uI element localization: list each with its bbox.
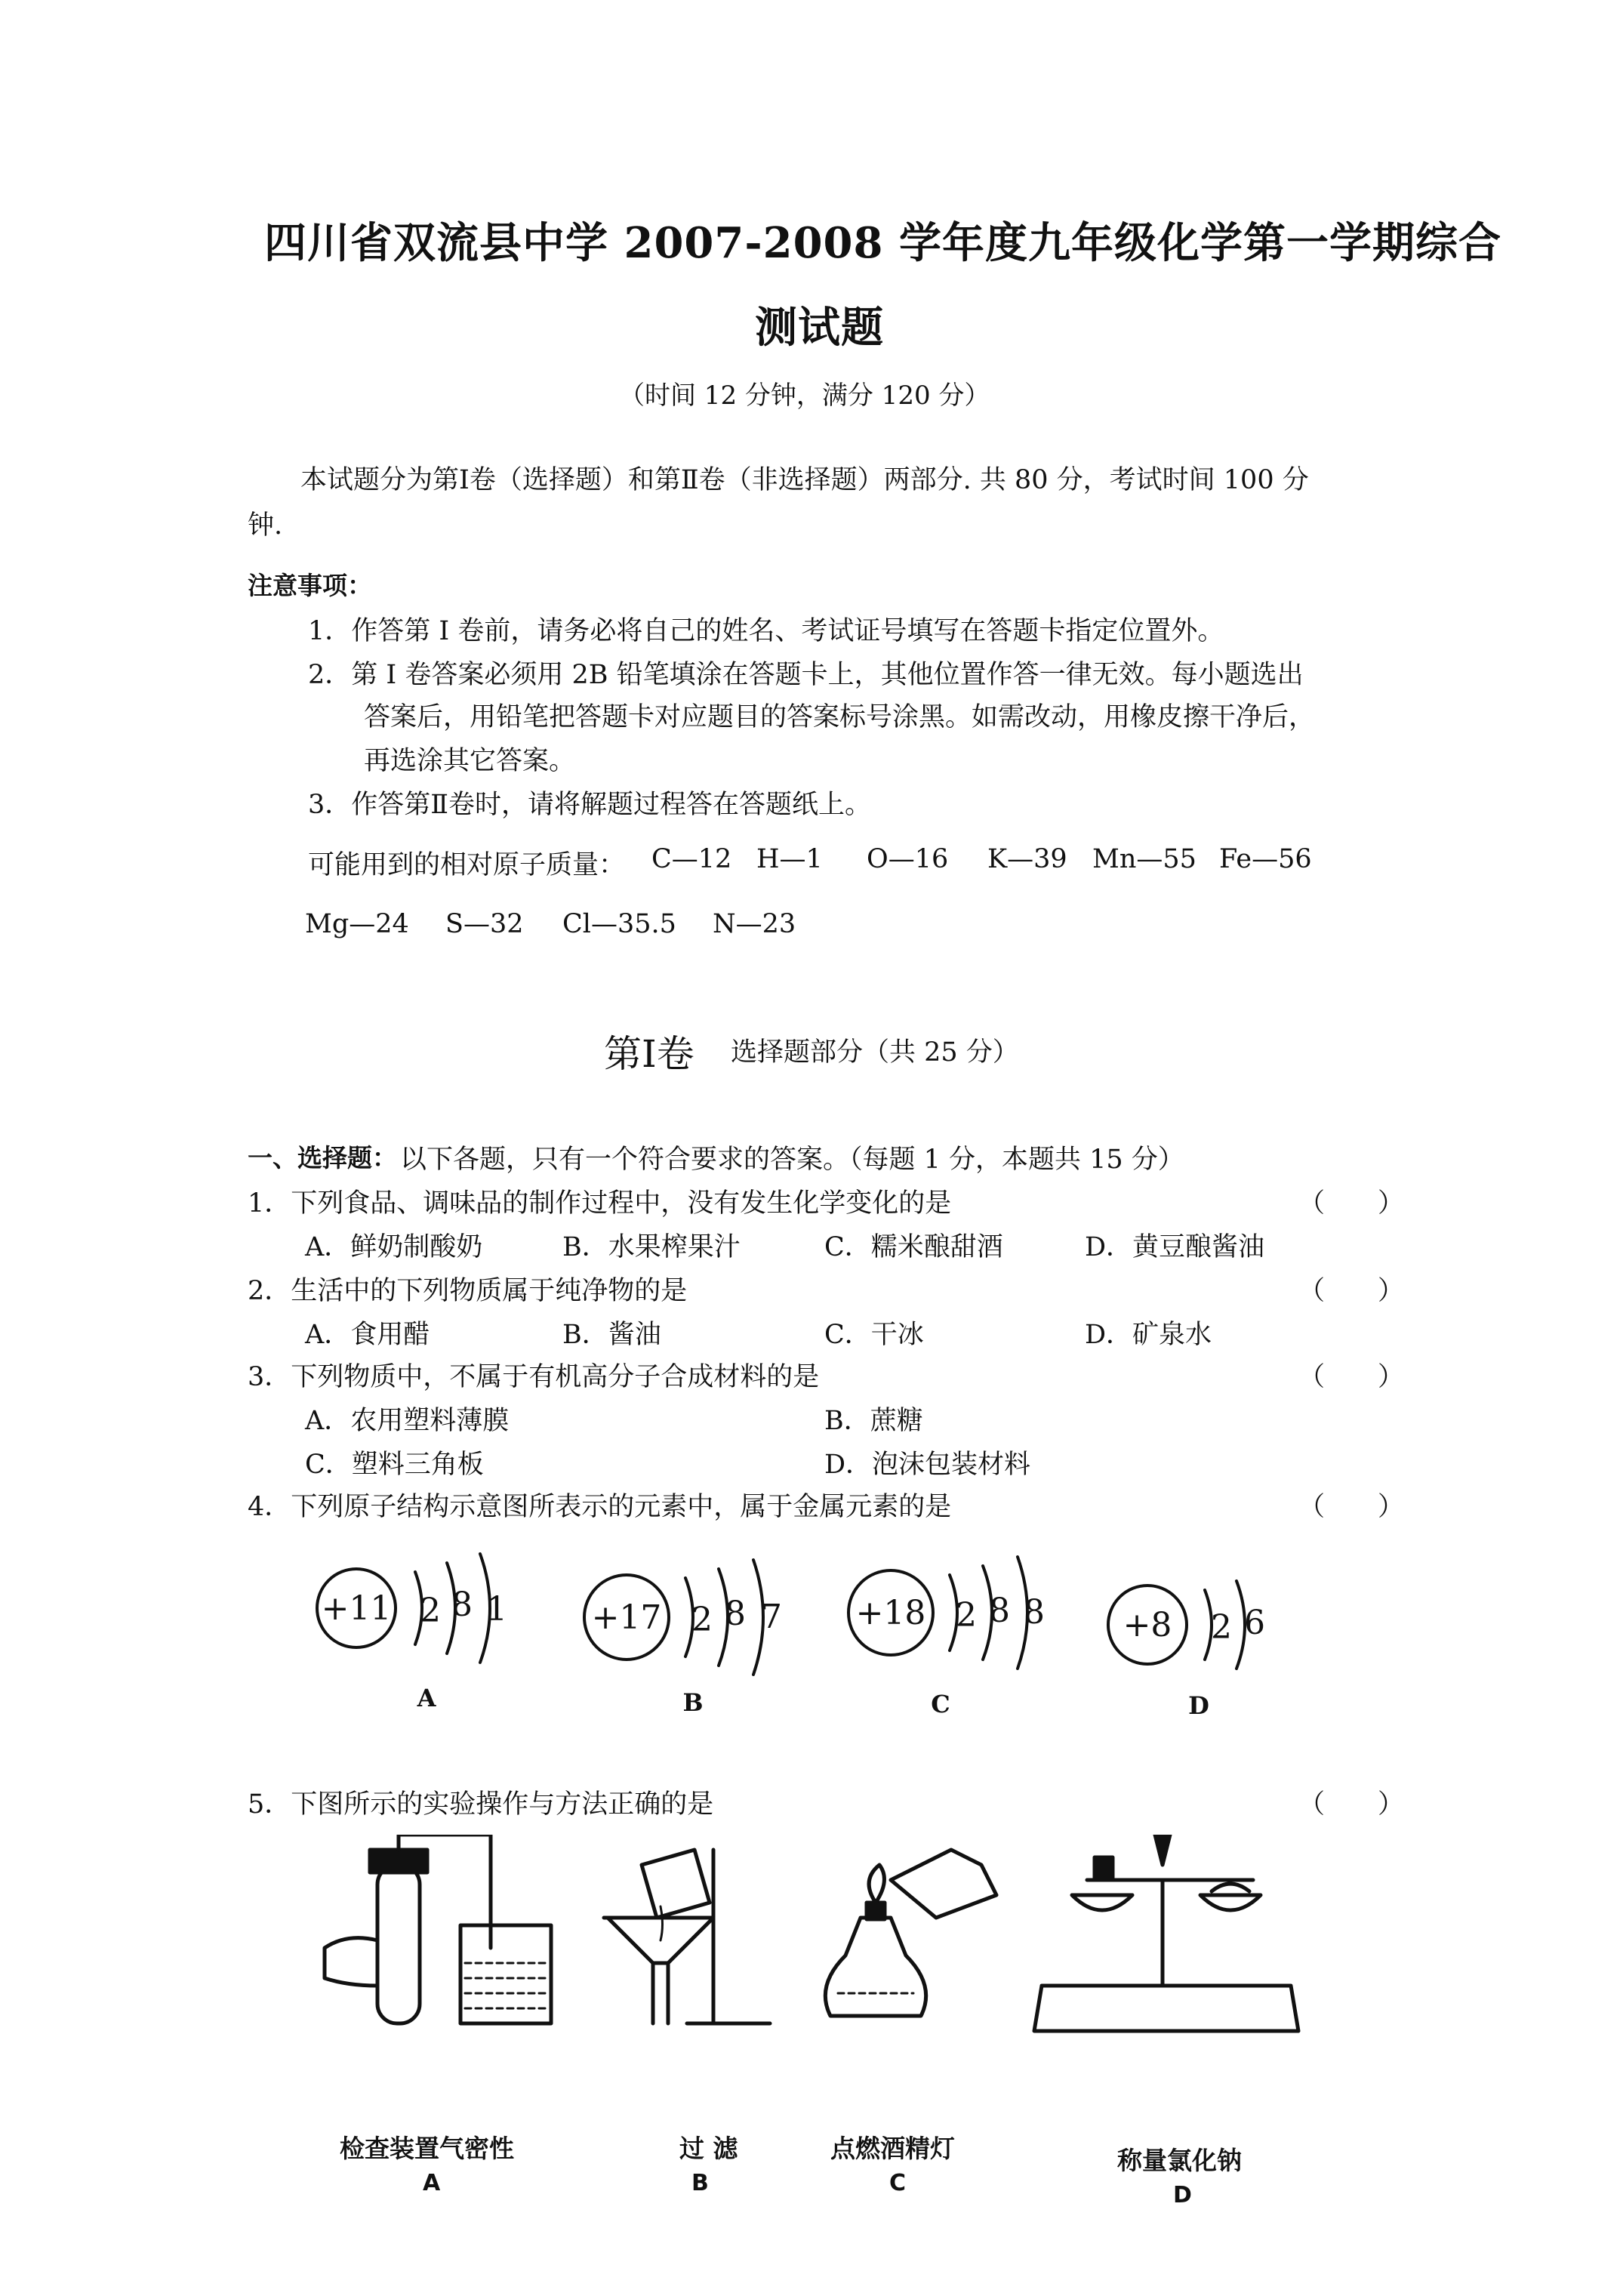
atom-label: D [1188, 1691, 1209, 1714]
option-a: A．食用醋 [305, 1320, 430, 1350]
answer-blank: （ ） [1298, 1362, 1405, 1392]
atomic-mass-s: S—32 [445, 909, 524, 939]
atom-label: C [931, 1690, 950, 1714]
experiment-caption: 检查装置气密性 [340, 2134, 514, 2163]
shell-electrons: 1 [486, 1590, 507, 1629]
shell-electrons: 2 [420, 1592, 441, 1630]
shell-electrons: 6 [1244, 1604, 1265, 1642]
note-item: 3．作答第Ⅱ卷时，请将解题过程答在答题纸上。 [308, 790, 872, 820]
option-b: B．蔗糖 [824, 1406, 923, 1436]
atom-label: B [682, 1688, 704, 1714]
page-title-line2: 测试题 [755, 303, 884, 353]
experiment-c-illustration [825, 1850, 996, 2016]
left-pan [1072, 1895, 1132, 1910]
shell-electrons: 7 [761, 1598, 782, 1636]
answer-blank: （ ） [1298, 1789, 1405, 1820]
experiment-caption: 点燃酒精灯 [830, 2134, 955, 2163]
notes-heading: 注意事项： [248, 571, 372, 600]
experiment-b-illustration [604, 1850, 770, 2023]
atomic-mass-k: K—39 [987, 844, 1067, 874]
question-stem: 2．生活中的下列物质属于纯净物的是 [248, 1276, 688, 1306]
part-subtitle: 选择题部分（共 25 分） [731, 1037, 1019, 1068]
experiment-d-illustration [1034, 1835, 1298, 2031]
test-tube [377, 1865, 420, 2023]
option-c: C．干冰 [824, 1320, 924, 1350]
atomic-mass-label: 可能用到的相对原子质量： [308, 850, 626, 880]
alcohol-lamp [825, 1918, 925, 2016]
question-stem: 4．下列原子结构示意图所表示的元素中，属于金属元素的是 [248, 1492, 952, 1522]
experiment-label: B [691, 2170, 709, 2196]
answer-blank: （ ） [1298, 1492, 1405, 1522]
option-b: B．酱油 [562, 1320, 661, 1350]
liquid-stream [661, 1906, 663, 1940]
shell-electrons: 8 [725, 1595, 746, 1633]
intro-line1: 本试题分为第Ⅰ卷（选择题）和第Ⅱ卷（非选择题）两部分. 共 80 分，考试时间 100 分 [300, 465, 1309, 495]
option-a: A．鲜奶制酸奶 [305, 1232, 483, 1262]
shell-electrons: 2 [1211, 1608, 1232, 1647]
atomic-mass-mg: Mg—24 [305, 909, 409, 939]
option-d: D．泡沫包装材料 [824, 1450, 1031, 1480]
right-pan [1200, 1895, 1261, 1910]
section-heading-rest: 以下各题，只有一个符合要求的答案。（每题 1 分，本题共 15 分） [400, 1145, 1184, 1175]
answer-blank: （ ） [1298, 1276, 1405, 1306]
balance-base [1034, 1986, 1298, 2031]
flame [869, 1865, 884, 1903]
shell-electrons: 2 [956, 1596, 977, 1635]
atom-label: A [417, 1684, 436, 1712]
atomic-mass-fe: Fe—56 [1219, 844, 1312, 874]
shell-electrons: 8 [989, 1592, 1010, 1630]
ring-stand [687, 1850, 770, 2023]
option-a: A．农用塑料薄膜 [305, 1406, 510, 1436]
option-c: C．糯米酿甜酒 [824, 1232, 1003, 1262]
part-title: 第Ⅰ卷 [604, 1032, 694, 1076]
pouring-beaker [642, 1850, 710, 1918]
second-lamp [891, 1850, 996, 1918]
atomic-mass-c: C—12 [651, 844, 732, 874]
beaker [460, 1925, 551, 2023]
question-stem: 1．下列食品、调味品的制作过程中，没有发生化学变化的是 [248, 1188, 952, 1219]
experiment-label: D [1173, 2182, 1192, 2208]
funnel-stem [653, 1963, 668, 2023]
section-heading-bold: 一、选择题： [248, 1143, 397, 1173]
atomic-mass-h: H—1 [756, 844, 823, 874]
weight [1095, 1857, 1113, 1880]
nucleus-charge: +8 [1123, 1606, 1172, 1644]
option-b: B．水果榨果汁 [562, 1232, 741, 1262]
experiment-illustrations [317, 1835, 1359, 2129]
atomic-mass-o: O—16 [867, 844, 949, 874]
water [465, 1963, 547, 2008]
note-item: 2．第 I 卷答案必须用 2B 铅笔填涂在答题卡上，其他位置作答一律无效。每小题选出 [308, 660, 1304, 690]
wick-holder [867, 1903, 885, 1919]
answer-blank: （ ） [1298, 1188, 1405, 1219]
pointer [1155, 1835, 1170, 1865]
option-c: C．塑料三角板 [305, 1450, 484, 1480]
intro-line2: 钟. [248, 510, 283, 541]
question-stem: 3．下列物质中，不属于有机高分子合成材料的是 [248, 1362, 820, 1392]
atomic-mass-n: N—23 [713, 909, 796, 939]
exam-subtitle: （时间 12 分钟，满分 120 分） [619, 381, 990, 411]
option-d: D．黄豆酿酱油 [1085, 1232, 1265, 1262]
note-item: 答案后，用铅笔把答题卡对应题目的答案标号涂黑。如需改动，用橡皮擦干净后， [364, 702, 1316, 732]
shell-electrons: 2 [691, 1601, 713, 1639]
experiment-a-illustration [325, 1835, 551, 2023]
experiment-caption: 过 滤 [679, 2134, 738, 2163]
option-d: D．矿泉水 [1085, 1320, 1212, 1350]
salt-pile [1212, 1884, 1249, 1891]
nucleus-charge: +18 [855, 1594, 926, 1632]
hand [325, 1938, 377, 1986]
note-item: 1．作答第 I 卷前，请务必将自己的姓名、考试证号填写在答题卡指定位置外。 [308, 616, 1224, 646]
experiment-label: A [423, 2170, 441, 2196]
atomic-mass-cl: Cl—35.5 [562, 909, 676, 939]
stopper [370, 1850, 427, 1872]
nucleus-charge: +11 [321, 1589, 392, 1628]
atom-diagrams [302, 1533, 1359, 1714]
shell-electrons: 8 [451, 1586, 473, 1624]
shell-electrons: 8 [1024, 1593, 1045, 1632]
page-title: 四川省双流县中学 2007-2008 学年度九年级化学第一学期综合 [264, 218, 1501, 268]
note-item: 再选涂其它答案。 [364, 746, 576, 776]
question-stem: 5．下图所示的实验操作与方法正确的是 [248, 1789, 714, 1820]
experiment-label: C [889, 2170, 907, 2196]
atomic-mass-mn: Mn—55 [1092, 844, 1196, 874]
nucleus-charge: +17 [591, 1598, 662, 1637]
experiment-caption: 称量氯化钠 [1117, 2146, 1242, 2175]
